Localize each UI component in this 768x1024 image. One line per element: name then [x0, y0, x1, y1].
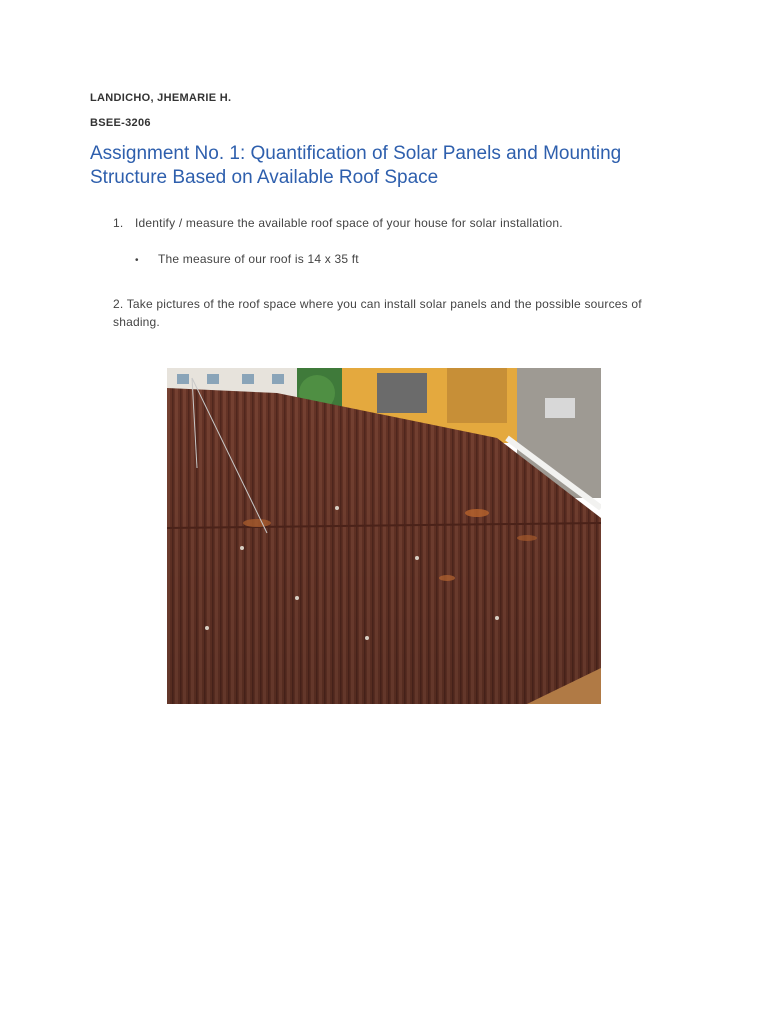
list-item-1-number: 1.	[113, 216, 124, 230]
author-name: LANDICHO, JHEMARIE H.	[90, 92, 232, 104]
list-item-1-text: Identify / measure the available roof space of your house for solar installation.	[135, 216, 563, 230]
bullet-icon: •	[135, 255, 139, 266]
roof-photo	[167, 368, 601, 704]
section-code: BSEE-3206	[90, 117, 151, 129]
list-item-1	[113, 216, 563, 230]
bullet-text: The measure of our roof is 14 x 35 ft	[158, 252, 359, 266]
bullet-item	[135, 252, 359, 266]
list-item-2: 2. Take pictures of the roof space where you can install solar panels and the possible sources of shading.	[113, 297, 642, 329]
assignment-title: Assignment No. 1: Quantification of Solar Panels and Mounting Structure Based on Available Roof Space	[90, 143, 622, 188]
